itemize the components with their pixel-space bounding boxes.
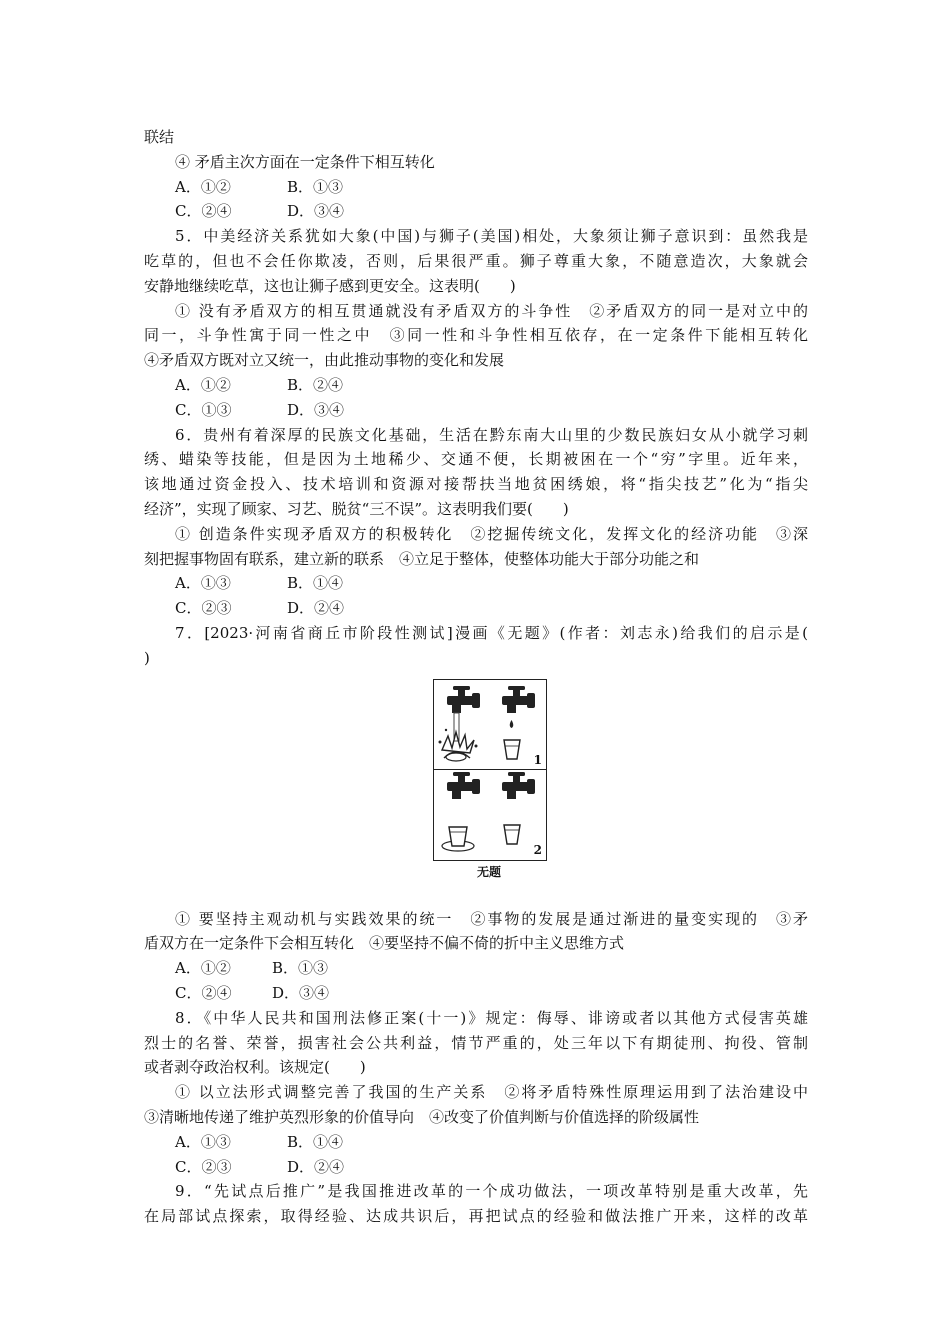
q5-stem-line1: 5．中美经济关系犹如大象(中国)与狮子(美国)相处，大象须让狮子意识到：虽然我是 [175, 227, 808, 246]
q7-option-a[interactable]: A．①② [175, 959, 231, 978]
cartoon-frame [433, 679, 547, 861]
panel-number-2: 2 [533, 842, 542, 857]
q5-option-d[interactable]: D．③④ [287, 400, 345, 419]
q7-stem-line1: 7．[2023·河南省商丘市阶段性测试]漫画《无题》(作者：刘志永)给我们的启示是( [175, 623, 808, 642]
q5-stem-line3: 安静地继续吃草，这也让狮子感到更安全。这表明( ) [144, 276, 516, 295]
q4-options-row2 [144, 199, 808, 224]
q4-option-d[interactable]: D．③④ [287, 202, 345, 221]
q8-options-row1 [144, 1130, 808, 1155]
q6-stem-line2: 绣、蜡染等技能，但是因为土地稀少、交通不便，长期被困在一个“穷”字里。近年来， [144, 450, 808, 469]
q5-items-line1: ① 没有矛盾双方的相互贯通就没有矛盾双方的斗争性 ②矛盾双方的同一是对立中的 [175, 301, 808, 320]
q6-items-line2: 刻把握事物固有联系，建立新的联系 ④立足于整体，使整体功能大于部分功能之和 [144, 549, 700, 568]
q7-stem-line2: ) [144, 648, 150, 667]
document-page [144, 125, 808, 1229]
q8-stem-line1: 8．《中华人民共和国刑法修正案(十一)》规定：侮辱、诽谤或者以其他方式侵害英雄 [175, 1008, 808, 1027]
q7-option-d[interactable]: D．③④ [272, 983, 330, 1002]
q6-option-c[interactable]: C．②③ [175, 599, 232, 618]
q4-continuation: 联结 [144, 128, 175, 146]
q9-stem-line2: 在局部试点探索，取得经验、达成共识后，再把试点的经验和做法推广开来，这样的改革 [144, 1207, 808, 1226]
q6-options-row1 [144, 571, 808, 596]
q7-options-row2 [144, 981, 808, 1006]
q8-option-a[interactable]: A．①③ [175, 1132, 231, 1151]
q7-items-line1: ① 要坚持主观动机与实践效果的统一 ②事物的发展是通过渐进的量变实现的 ③矛 [175, 909, 808, 928]
q8-options-row2 [144, 1155, 808, 1180]
q8-items-line2: ③清晰地传递了维护英烈形象的价值导向 ④改变了价值判断与价值选择的阶级属性 [144, 1107, 700, 1126]
faucet-illustration-1 [434, 680, 546, 769]
q8-stem-line3: 或者剥夺政治权利。该规定( ) [144, 1058, 366, 1077]
q4-option-a[interactable]: A．①② [175, 177, 231, 196]
q7-items-line2: 盾双方在一定条件下会相互转化 ④要坚持不偏不倚的折中主义思维方式 [144, 934, 625, 953]
q6-stem-line4: 经济”，实现了顾家、习艺、脱贫“三不误”。这表明我们要( ) [144, 499, 569, 518]
faucet-illustration-2 [434, 770, 546, 859]
q8-items-line1: ① 以立法形式调整完善了我国的生产关系 ②将矛盾特殊性原理运用到了法治建设中 [175, 1083, 808, 1102]
q5-stem-line2: 吃草的，但也不会任你欺凌，否则，后果很严重。狮子尊重大象，不随意造次，大象就会 [144, 251, 808, 270]
q4-option-c[interactable]: C．②④ [175, 202, 232, 221]
q6-option-d[interactable]: D．②④ [287, 599, 345, 618]
q7-option-b[interactable]: B．①③ [272, 959, 329, 978]
q6-option-b[interactable]: B．①④ [287, 574, 344, 593]
q4-item-4: ④ 矛盾主次方面在一定条件下相互转化 [175, 152, 435, 171]
q5-items-line2: 同一，斗争性寓于同一性之中 ③同一性和斗争性相互依存，在一定条件下能相互转化 [144, 326, 808, 345]
q6-options-row2 [144, 596, 808, 621]
q7-option-c[interactable]: C．②④ [175, 983, 232, 1002]
q6-items-line1: ① 创造条件实现矛盾双方的积极转化 ②挖掘传统文化，发挥文化的经济功能 ③深 [175, 524, 808, 543]
q7-options-row1 [144, 956, 808, 981]
q6-stem-line3: 该地通过资金投入、技术培训和资源对接帮扶当地贫困绣娘，将“指尖技艺”化为“指尖 [144, 475, 808, 494]
q4-option-b[interactable]: B．①③ [287, 177, 344, 196]
figure-caption: 无题 [476, 864, 501, 879]
q5-options-row2 [144, 398, 808, 423]
cartoon-panel-1 [434, 680, 546, 770]
q5-items-line3: ④矛盾双方既对立又统一，由此推动事物的变化和发展 [144, 351, 505, 370]
q8-option-b[interactable]: B．①④ [287, 1132, 344, 1151]
q8-option-d[interactable]: D．②④ [287, 1157, 345, 1176]
q5-option-c[interactable]: C．①③ [175, 400, 232, 419]
q8-option-c[interactable]: C．②③ [175, 1157, 232, 1176]
q6-option-a[interactable]: A．①③ [175, 574, 231, 593]
cartoon-panel-2 [434, 770, 546, 859]
q6-stem-line1: 6．贵州有着深厚的民族文化基础，生活在黔东南大山里的少数民族妇女从小就学习刺 [175, 425, 808, 444]
panel-number-1: 1 [533, 752, 542, 767]
q5-option-a[interactable]: A．①② [175, 375, 231, 394]
q8-stem-line2: 烈士的名誉、荣誉，损害社会公共利益，情节严重的，处三年以下有期徒刑、拘役、管制 [144, 1033, 808, 1052]
q4-options-row1 [144, 175, 808, 200]
q5-option-b[interactable]: B．②④ [287, 375, 344, 394]
cartoon-figure [144, 679, 808, 885]
q9-stem-line1: 9．“先试点后推广”是我国推进改革的一个成功做法，一项改革特别是重大改革，先 [175, 1182, 808, 1201]
q5-options-row1 [144, 373, 808, 398]
